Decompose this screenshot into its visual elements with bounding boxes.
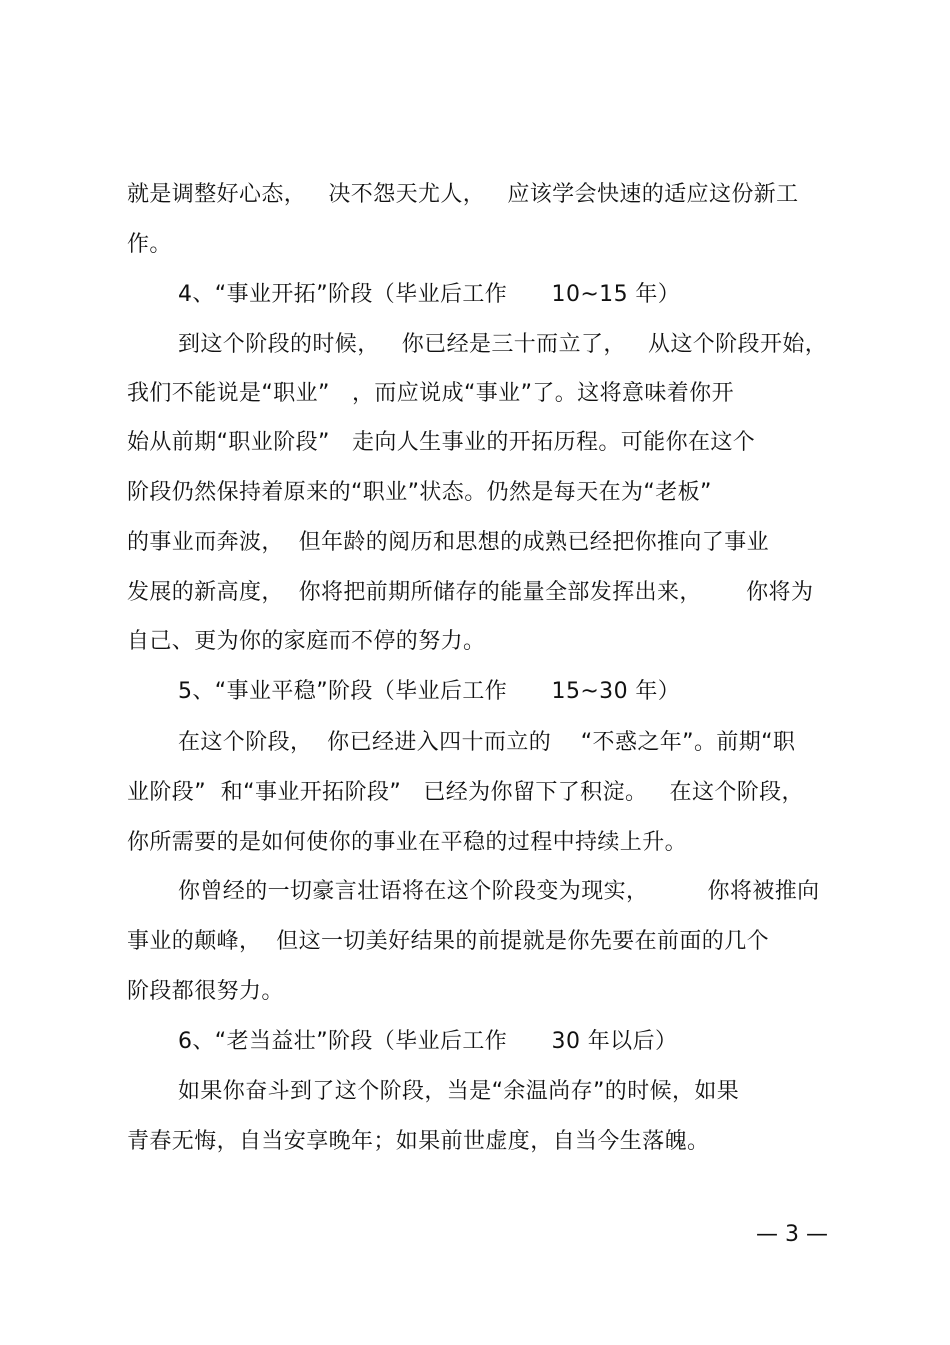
body-line: 自己、更为你的家庭而不停的努力。 xyxy=(127,629,486,654)
page-number: — 3 — xyxy=(756,1222,828,1247)
body-line: 始从前期“职业阶段” 走向人生事业的开拓历程。可能你在这个 xyxy=(127,430,756,455)
section-heading-6: 6、“老当益壮”阶段（毕业后工作 30 年以后） xyxy=(178,1029,678,1054)
body-line: 事业的颠峰， 但这一切美好结果的前提就是你先要在前面的几个 xyxy=(127,929,769,954)
body-line: 阶段仍然保持着原来的“职业”状态。仍然是每天在为“老板” xyxy=(127,480,712,505)
body-line: 如果你奋斗到了这个阶段，当是“余温尚存”的时候，如果 xyxy=(178,1079,740,1104)
body-line: 业阶段” 和“事业开拓阶段” 已经为你留下了积淀。 在这个阶段， xyxy=(127,780,804,805)
body-line: 就是调整好心态， 决不怨天尤人， 应该学会快速的适应这份新工 xyxy=(127,182,799,207)
body-line: 作。 xyxy=(127,232,172,257)
body-line: 在这个阶段， 你已经进入四十而立的 “不惑之年”。前期“职 xyxy=(178,730,796,755)
body-line: 你所需要的是如何使你的事业在平稳的过程中持续上升。 xyxy=(127,830,688,855)
body-line: 到这个阶段的时候， 你已经是三十而立了， 从这个阶段开始， xyxy=(178,332,828,357)
body-line: 你曾经的一切豪言壮语将在这个阶段变为现实， 你将被推向 xyxy=(178,879,820,904)
body-line: 我们不能说是“职业” ，而应说成“事业”了。这将意味着你开 xyxy=(127,381,734,406)
body-line: 的事业而奔波， 但年龄的阅历和思想的成熟已经把你推向了事业 xyxy=(127,530,769,555)
body-line: 发展的新高度， 你将把前期所储存的能量全部发挥出来， 你将为 xyxy=(127,580,814,605)
section-heading-4: 4、“事业开拓”阶段（毕业后工作 10~15 年） xyxy=(178,282,681,307)
section-heading-5: 5、“事业平稳”阶段（毕业后工作 15~30 年） xyxy=(178,679,681,704)
body-line: 青春无悔，自当安享晚年；如果前世虚度，自当今生落魄。 xyxy=(127,1129,710,1154)
body-line: 阶段都很努力。 xyxy=(127,979,284,1004)
